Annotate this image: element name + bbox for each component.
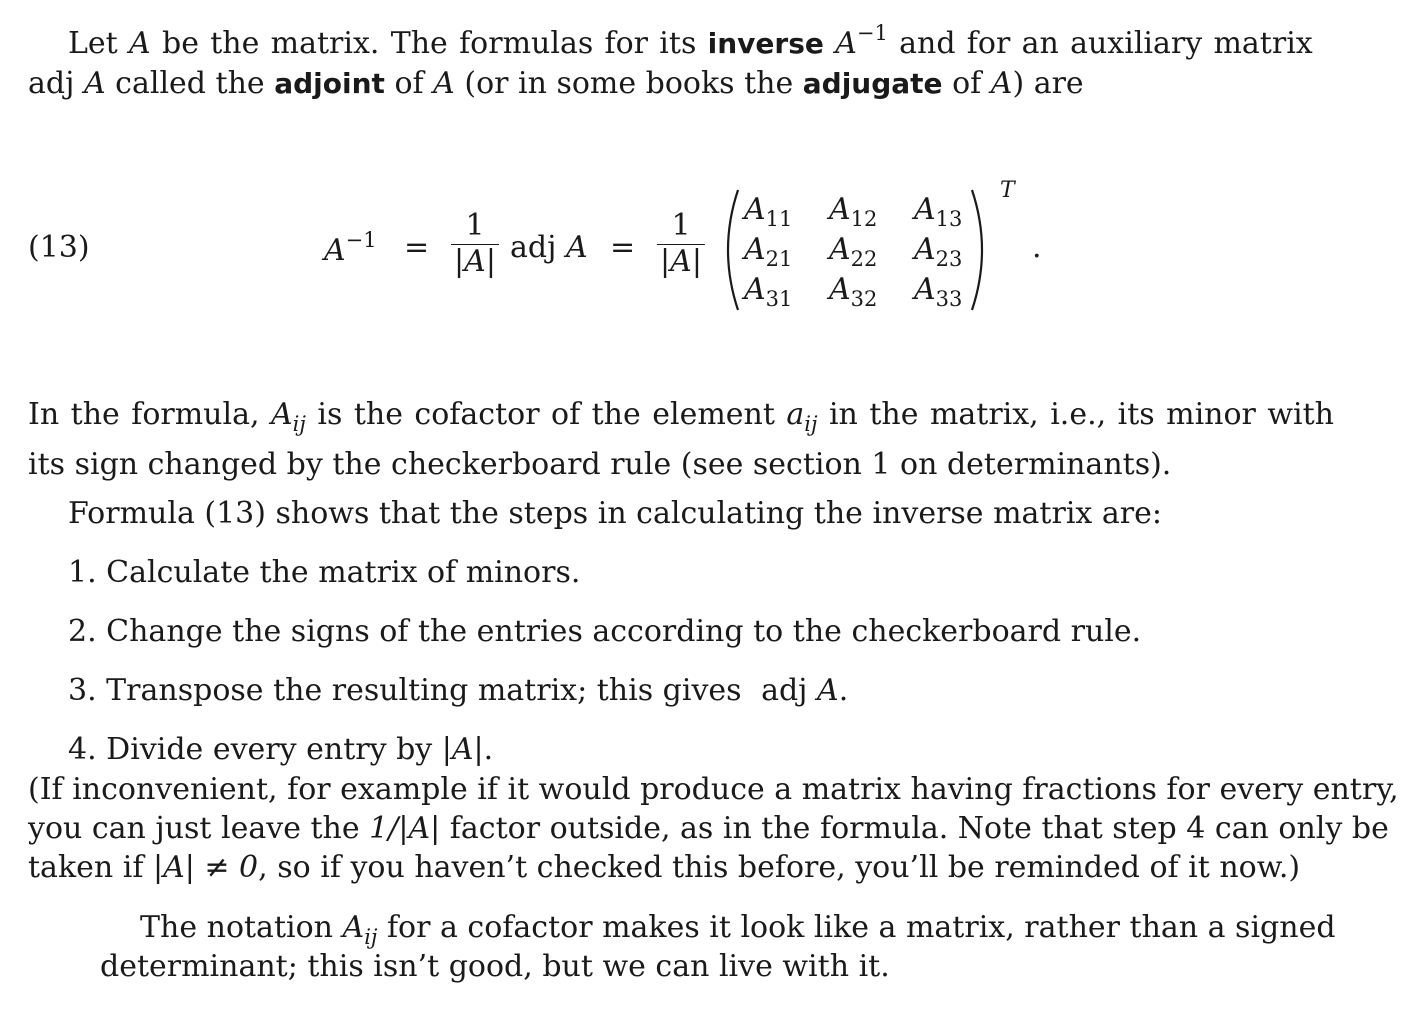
- math-subscript-ij: ij: [804, 412, 818, 436]
- step-3: 3. Transpose the resulting matrix; this gives adj A.: [68, 673, 849, 708]
- fraction-1-over-detA: [657, 210, 705, 279]
- matrix-entry: $A_{31}$: [744, 272, 793, 311]
- math-subscript-ij: ij: [364, 925, 378, 949]
- note-line-2: you can just leave the 1/|A| factor outside, as in the formula. Note that step 4 can only be: [28, 811, 1389, 846]
- matrix-entry: $A_{21}$: [744, 232, 793, 271]
- term-adjoint: adjoint: [274, 66, 385, 100]
- intro-text: (or in some books the: [454, 65, 803, 101]
- term-adjugate: adjugate: [802, 66, 943, 100]
- math-A: A: [433, 65, 455, 101]
- math-inverse-exponent: −1: [856, 21, 888, 45]
- steps-intro: Formula (13) shows that the steps in calculating the inverse matrix are:: [68, 496, 1162, 531]
- math-detA: |A|: [441, 732, 484, 767]
- math-A: A: [342, 910, 365, 945]
- equation-13: [0, 178, 1406, 318]
- adj-A: [510, 230, 588, 265]
- matrix-entry: $A_{12}$: [829, 192, 878, 231]
- matrix-entry: $A_{11}$: [744, 192, 793, 231]
- math-a: a: [786, 397, 805, 432]
- math-A: A: [565, 230, 588, 265]
- math-A: A: [817, 673, 839, 708]
- left-parenthesis: [716, 188, 742, 312]
- math-adj: adj: [510, 230, 557, 265]
- transpose-superscript: T: [1000, 178, 1015, 203]
- math-adj: adj: [28, 65, 75, 101]
- math-A: A: [129, 26, 151, 61]
- math-subscript-ij: ij: [292, 412, 306, 436]
- matrix-entry: $A_{13}$: [914, 192, 963, 231]
- note-line-3: taken if |A| ≠ 0, so if you haven’t checked this before, you’ll be reminded of it now.): [28, 850, 1301, 885]
- step-2: 2. Change the signs of the entries according to the checkerboard rule.: [68, 614, 1142, 649]
- step-4: 4. Divide every entry by |A|.: [68, 732, 494, 767]
- fraction-denominator: |A|: [660, 244, 702, 279]
- equation-lhs: [324, 230, 377, 268]
- fraction-numerator: 1: [671, 208, 691, 243]
- math-inverse-A: A: [835, 26, 857, 61]
- cofactor-matrix: [744, 190, 999, 310]
- right-parenthesis: [968, 188, 994, 312]
- intro-text: and for an auxiliary matrix: [887, 26, 1324, 61]
- fraction-1-over-detA: [451, 210, 499, 279]
- note-line-1: (If inconvenient, for example if it would produce a matrix having fractions for every entry,: [28, 772, 1399, 807]
- math-A: A: [990, 65, 1013, 101]
- intro-text: called the: [115, 65, 275, 101]
- equation-period: .: [1032, 230, 1042, 265]
- math-det-nonzero: |A| ≠ 0: [152, 850, 259, 885]
- fraction-numerator: 1: [465, 208, 485, 243]
- equation-number: (13): [28, 230, 90, 265]
- step-1: 1. Calculate the matrix of minors.: [68, 555, 581, 590]
- closing-line-1: The notation $A_{ij}$ for a cofactor makes it look like a matrix, rather than a signed: [140, 910, 1336, 949]
- cofactor-paragraph: In the formula, $A_{ij}$ is the cofactor of the element $a_{ij}$ in the matrix, i.e., its minor with its sign changed by the checkerboard rule (see section 1 on determinants).: [28, 397, 1335, 482]
- matrix-entry: $A_{23}$: [914, 232, 963, 271]
- math-inverse-det: 1/|A|: [369, 811, 441, 846]
- intro-text: be the matrix. The formulas for its: [150, 26, 708, 61]
- term-inverse: inverse: [707, 27, 824, 60]
- math-exponent: −1: [345, 228, 377, 252]
- closing-line-2: determinant; this isn’t good, but we can live with it.: [100, 949, 890, 984]
- math-adj: adj: [761, 673, 808, 708]
- matrix-entry: $A_{32}$: [829, 272, 878, 311]
- equals-sign: =: [404, 230, 430, 265]
- matrix-entry: $A_{33}$: [914, 272, 963, 311]
- fraction-denominator: |A|: [454, 244, 496, 279]
- math-A: A: [271, 397, 293, 432]
- intro-text: ) are: [1012, 65, 1084, 101]
- math-A: A: [324, 233, 346, 268]
- intro-text: Let: [68, 26, 130, 61]
- intro-text: of: [942, 65, 991, 101]
- math-A: A: [83, 65, 106, 101]
- matrix-entry: $A_{22}$: [829, 232, 878, 271]
- equals-sign: =: [610, 230, 636, 265]
- intro-paragraph: [28, 16, 1334, 103]
- intro-text: of: [384, 65, 434, 101]
